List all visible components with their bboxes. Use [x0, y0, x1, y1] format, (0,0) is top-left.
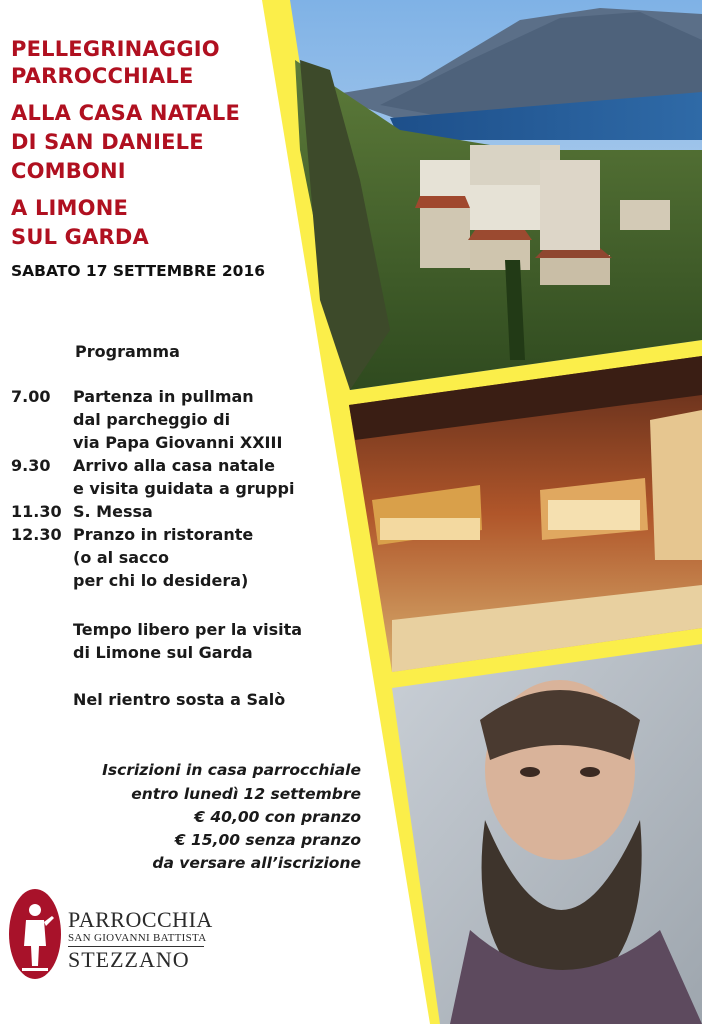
program-time: 12.30 [11, 525, 62, 544]
title-line-2: PARROCCHIALE [11, 64, 194, 88]
program-line: (o al sacco [73, 548, 170, 567]
program-line: Arrivo alla casa natale [73, 456, 275, 475]
title-line-3: ALLA CASA NATALE [11, 101, 241, 125]
title-line-1: PELLEGRINAGGIO [11, 37, 220, 61]
program-time: 11.30 [11, 502, 62, 521]
parish-logo-text [68, 908, 213, 973]
program-line: via Papa Giovanni XXIII [73, 433, 283, 452]
registration-line: Iscrizioni in casa parrocchiale [102, 761, 361, 779]
logo-saint-label: SAN GIOVANNI BATTISTA [68, 932, 204, 947]
limone-landscape-photo [290, 0, 702, 390]
program-note: di Limone sul Garda [73, 643, 253, 662]
program-line: per chi lo desidera) [73, 571, 249, 590]
program-line: Partenza in pullman [73, 387, 254, 406]
title-line-4: DI SAN DANIELE [11, 130, 204, 154]
registration-line: € 15,00 senza pranzo [174, 831, 361, 849]
logo-town-label: STEZZANO [68, 947, 190, 972]
program-line: e visita guidata a gruppi [73, 479, 295, 498]
program-note: Nel rientro sosta a Salò [73, 690, 286, 709]
parish-logo-icon [8, 888, 62, 980]
museum-interior-photo [349, 356, 702, 672]
title-line-5: COMBONI [11, 159, 126, 183]
program-heading: Programma [75, 342, 180, 361]
program-line: dal parcheggio di [73, 410, 231, 429]
title-line-6: A LIMONE [11, 196, 129, 220]
program-time: 9.30 [11, 456, 51, 475]
registration-line: entro lunedì 12 settembre [131, 785, 361, 803]
comboni-portrait-photo [392, 644, 702, 1024]
program-line: Pranzo in ristorante [73, 525, 254, 544]
registration-line: € 40,00 con pranzo [194, 808, 361, 826]
title-line-7: SUL GARDA [11, 225, 150, 249]
program-note: Tempo libero per la visita [73, 620, 303, 639]
program-time: 7.00 [11, 387, 51, 406]
logo-parish-label: PARROCCHIA [68, 907, 213, 932]
program-line: S. Messa [73, 502, 153, 521]
event-date: SABATO 17 SETTEMBRE 2016 [11, 262, 266, 280]
registration-line: da versare all’iscrizione [152, 854, 361, 872]
